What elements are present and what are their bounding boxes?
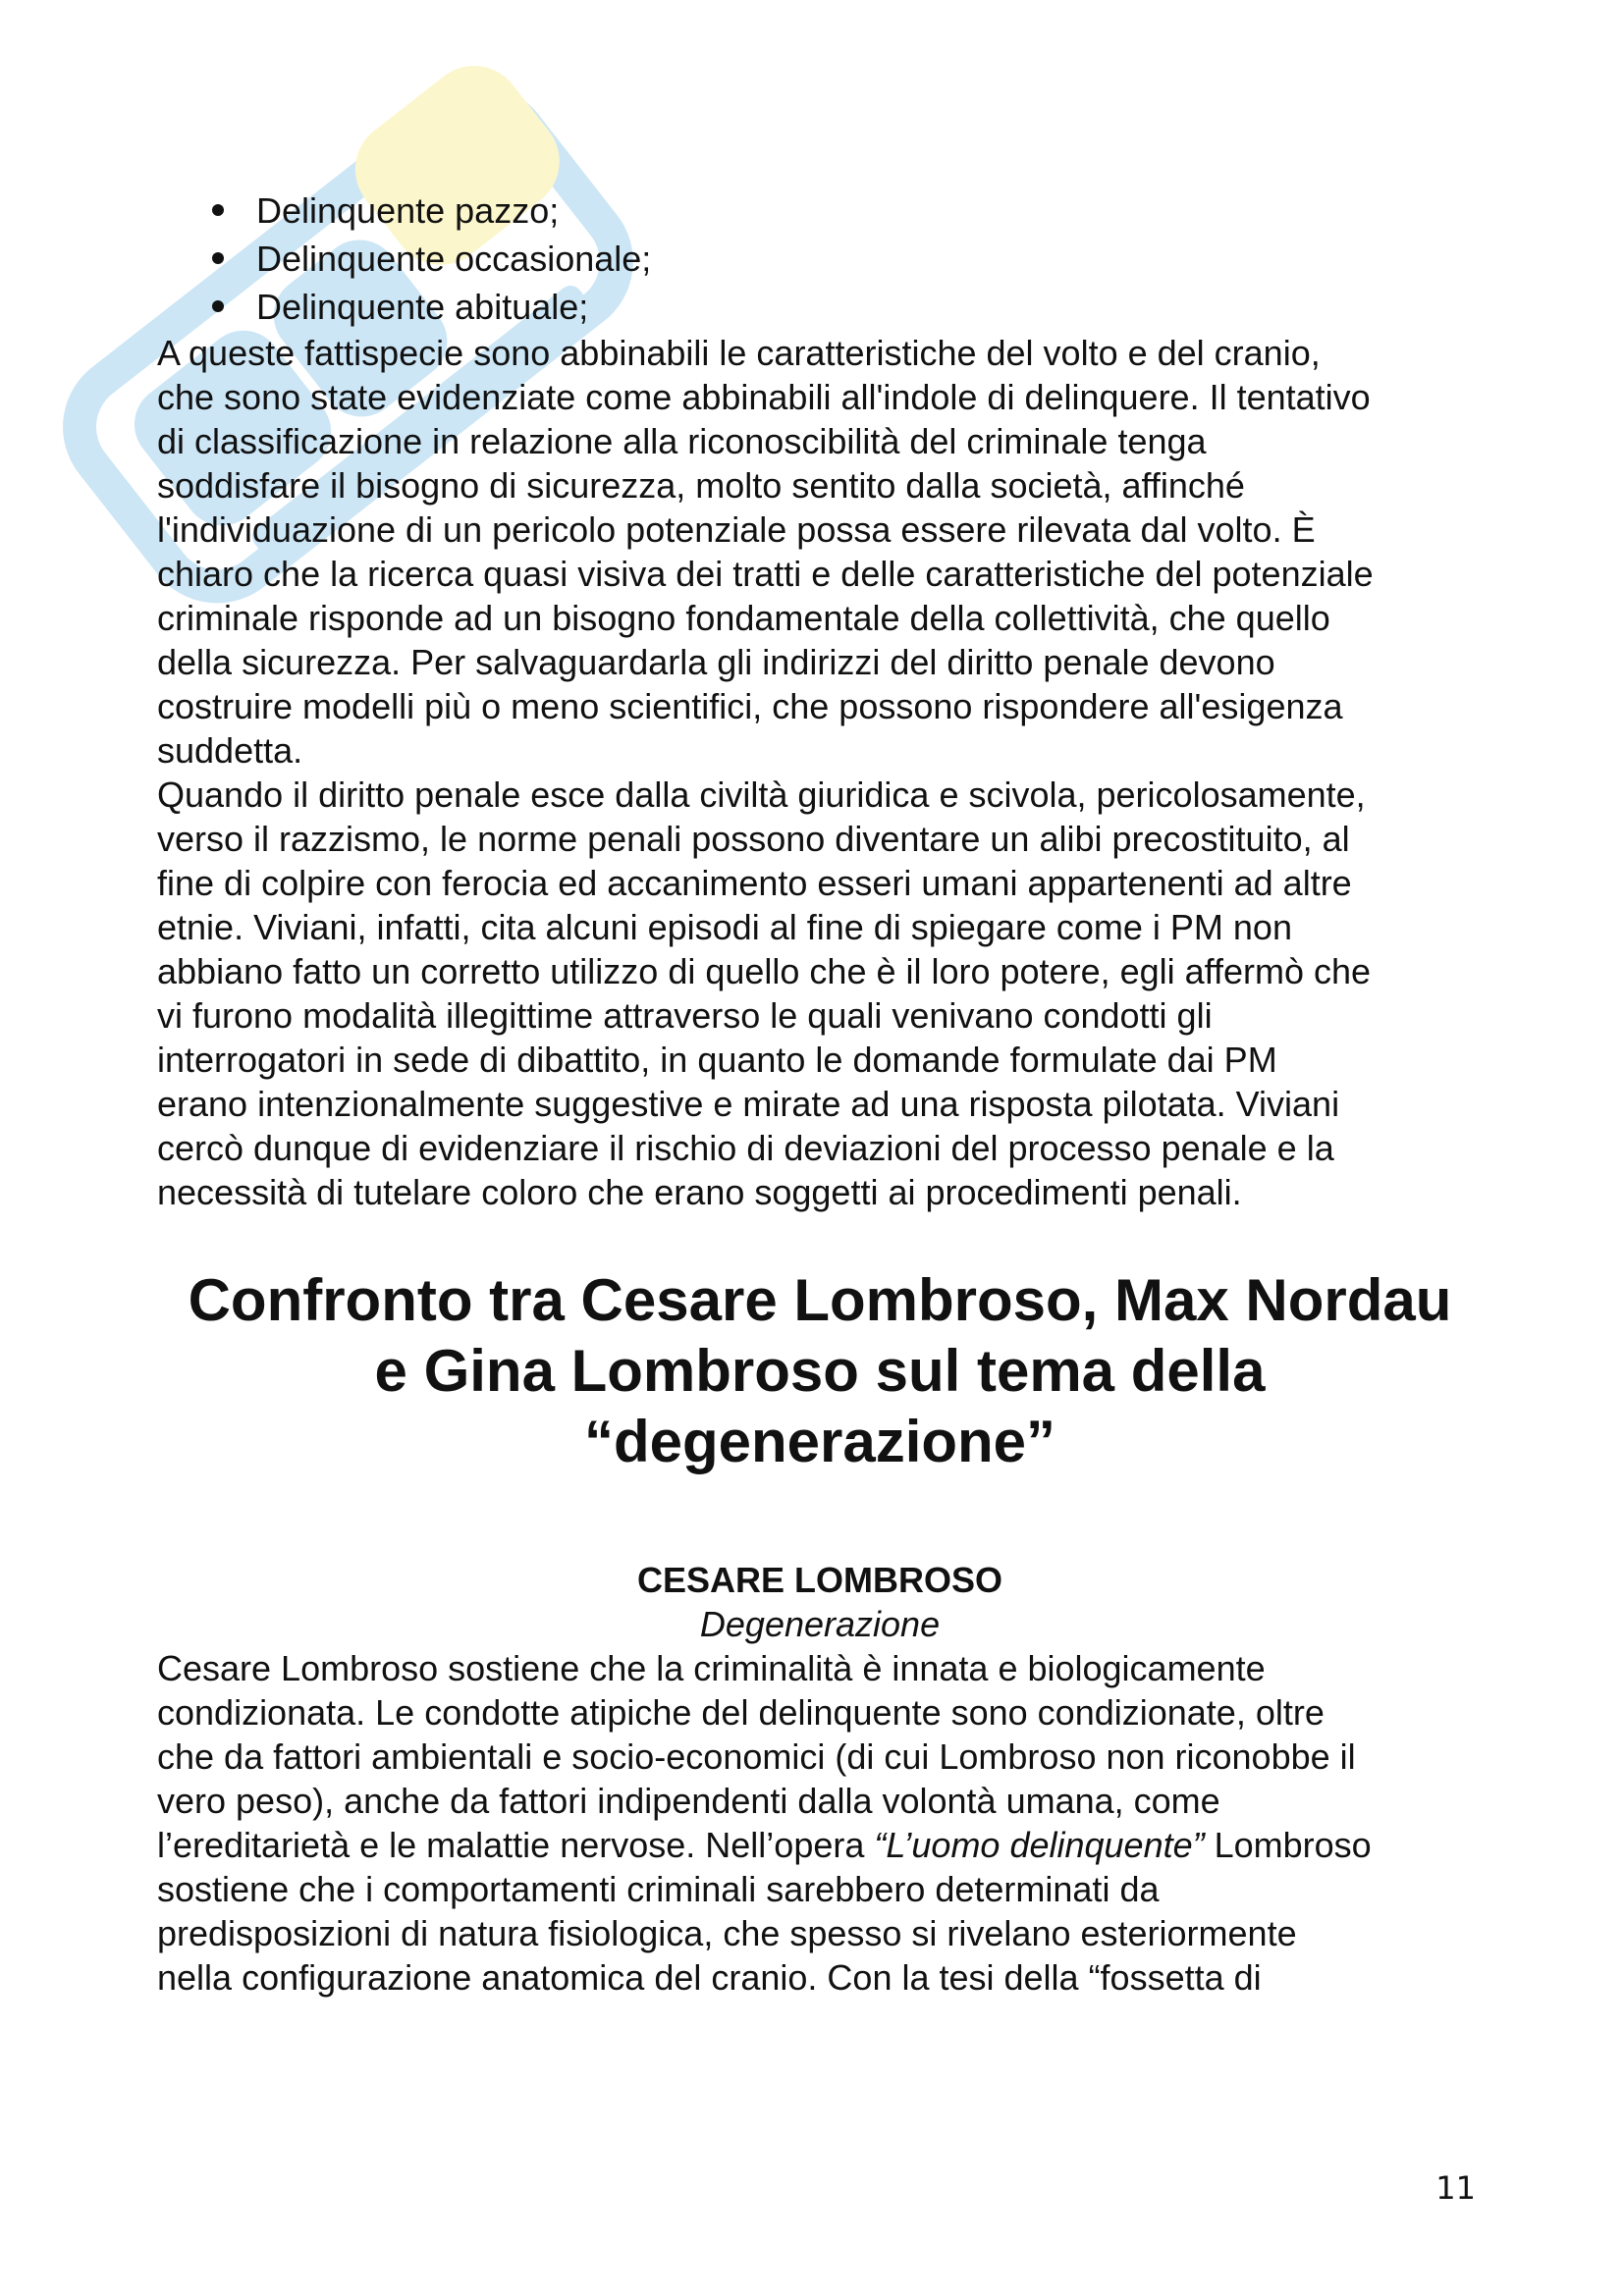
list-item: Delinquente occasionale; (206, 235, 1483, 283)
subsection-subtitle: Degenerazione (699, 1604, 941, 1644)
bullet-icon (212, 204, 224, 216)
list-item: Delinquente abituale; (206, 283, 1483, 331)
subsection-author: CESARE LOMBROSO (636, 1560, 1003, 1600)
page-number: 11 (1435, 2169, 1476, 2207)
section-title: Confronto tra Cesare Lombroso, Max Nordau e Gina Lombroso sul tema della “degenerazione” (188, 1267, 1452, 1474)
bullet-icon (212, 300, 224, 312)
bullet-icon (212, 252, 224, 264)
offender-type-list (157, 187, 1483, 331)
paragraph-lombroso: Cesare Lombroso sostiene che la criminalità è innata e biologicamente condizionata. Le condotte atipiche del delinquente sono condizionate, oltre che da fattori ambientali e socio-economici (di cui Lombroso non riconobbe il vero peso), anche da fattori indipendenti dalla volontà umana, come l’ereditarietà e le malattie nervose. Nell’opera “L’uomo delinquente” Lombroso sostiene che i comportamenti criminali sarebbero determinati da predisposizioni di natura fisiologica, che spesso si rivelano esteriormente nella configurazione anatomica del cranio. Con la tesi della “fossetta di (157, 1648, 1372, 1998)
book-title: “L’uomo delinquente” (874, 1825, 1205, 1865)
document-content (157, 187, 1483, 2000)
paragraph-classification: A queste fattispecie sono abbinabili le caratteristiche del volto e del cranio, che sono state evidenziate come abbinabili all'indole di delinquere. Il tentativo di classificazione in relazione alla riconoscibilità del criminale tenga soddisfare il bisogno di sicurezza, molto sentito dalla società, affinché l'individuazione di un pericolo potenziale possa essere rilevata dal volto. È chiaro che la ricerca quasi visiva dei tratti e delle caratteristiche del potenziale criminale risponde ad un bisogno fondamentale della collettività, che quello della sicurezza. Per salvaguardarla gli indirizzi del diritto penale devono costruire modelli più o meno scientifici, che possono rispondere all'esigenza suddetta. (157, 333, 1374, 771)
list-item: Delinquente pazzo; (206, 187, 1483, 235)
subsection-heading (157, 1558, 1483, 1646)
paragraph-viviani: Quando il diritto penale esce dalla civiltà giuridica e scivola, pericolosamente, verso il razzismo, le norme penali possono diventare un alibi precostituito, al fine di colpire con ferocia ed accanimento esseri umani appartenenti ad altre etnie. Viviani, infatti, cita alcuni episodi al fine di spiegare come i PM non abbiano fatto un corretto utilizzo di quello che è il loro potere, egli affermò che vi furono modalità illegittime attraverso le quali venivano condotti gli interrogatori in sede di dibattito, in quanto le domande formulate dai PM erano intenzionalmente suggestive e mirate ad una risposta pilotata. Viviani cercò dunque di evidenziare il rischio di deviazioni del processo penale e la necessità di tutelare coloro che erano soggetti ai procedimenti penali. (157, 774, 1372, 1212)
